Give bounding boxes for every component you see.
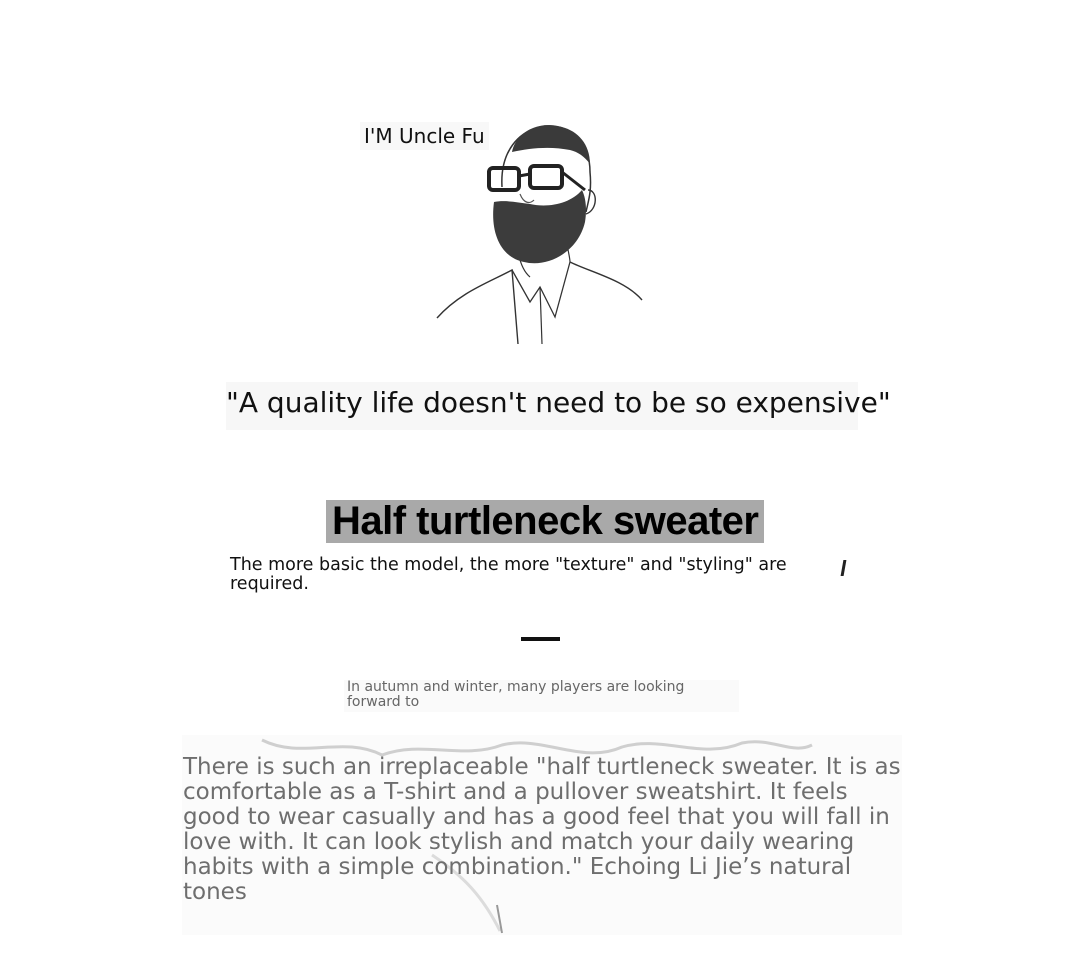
decorative-stroke [841, 560, 847, 576]
intro-label: I'M Uncle Fu [360, 122, 489, 150]
article-body: There is such an irreplaceable "half turtleneck sweater. It is as comfortable as a T-shirt and a pullover sweatshirt. It feels good to wear casually and has a good feel that you will fall in love with. It can look stylish and match your daily wearing habits with a simple combination." Echoing Li Jie’s natural tones [183, 754, 901, 905]
quote-text: "A quality life doesn't need to be so expensive" [226, 386, 891, 419]
quote-banner [226, 382, 891, 430]
bearded-man-portrait-icon [420, 112, 660, 352]
section-divider [521, 637, 560, 641]
product-title: Half turtleneck sweater [326, 500, 764, 543]
article-intro: In autumn and winter, many players are looking forward to [344, 680, 739, 712]
product-subtitle: The more basic the model, the more "texture" and "styling" are required. [230, 555, 787, 594]
